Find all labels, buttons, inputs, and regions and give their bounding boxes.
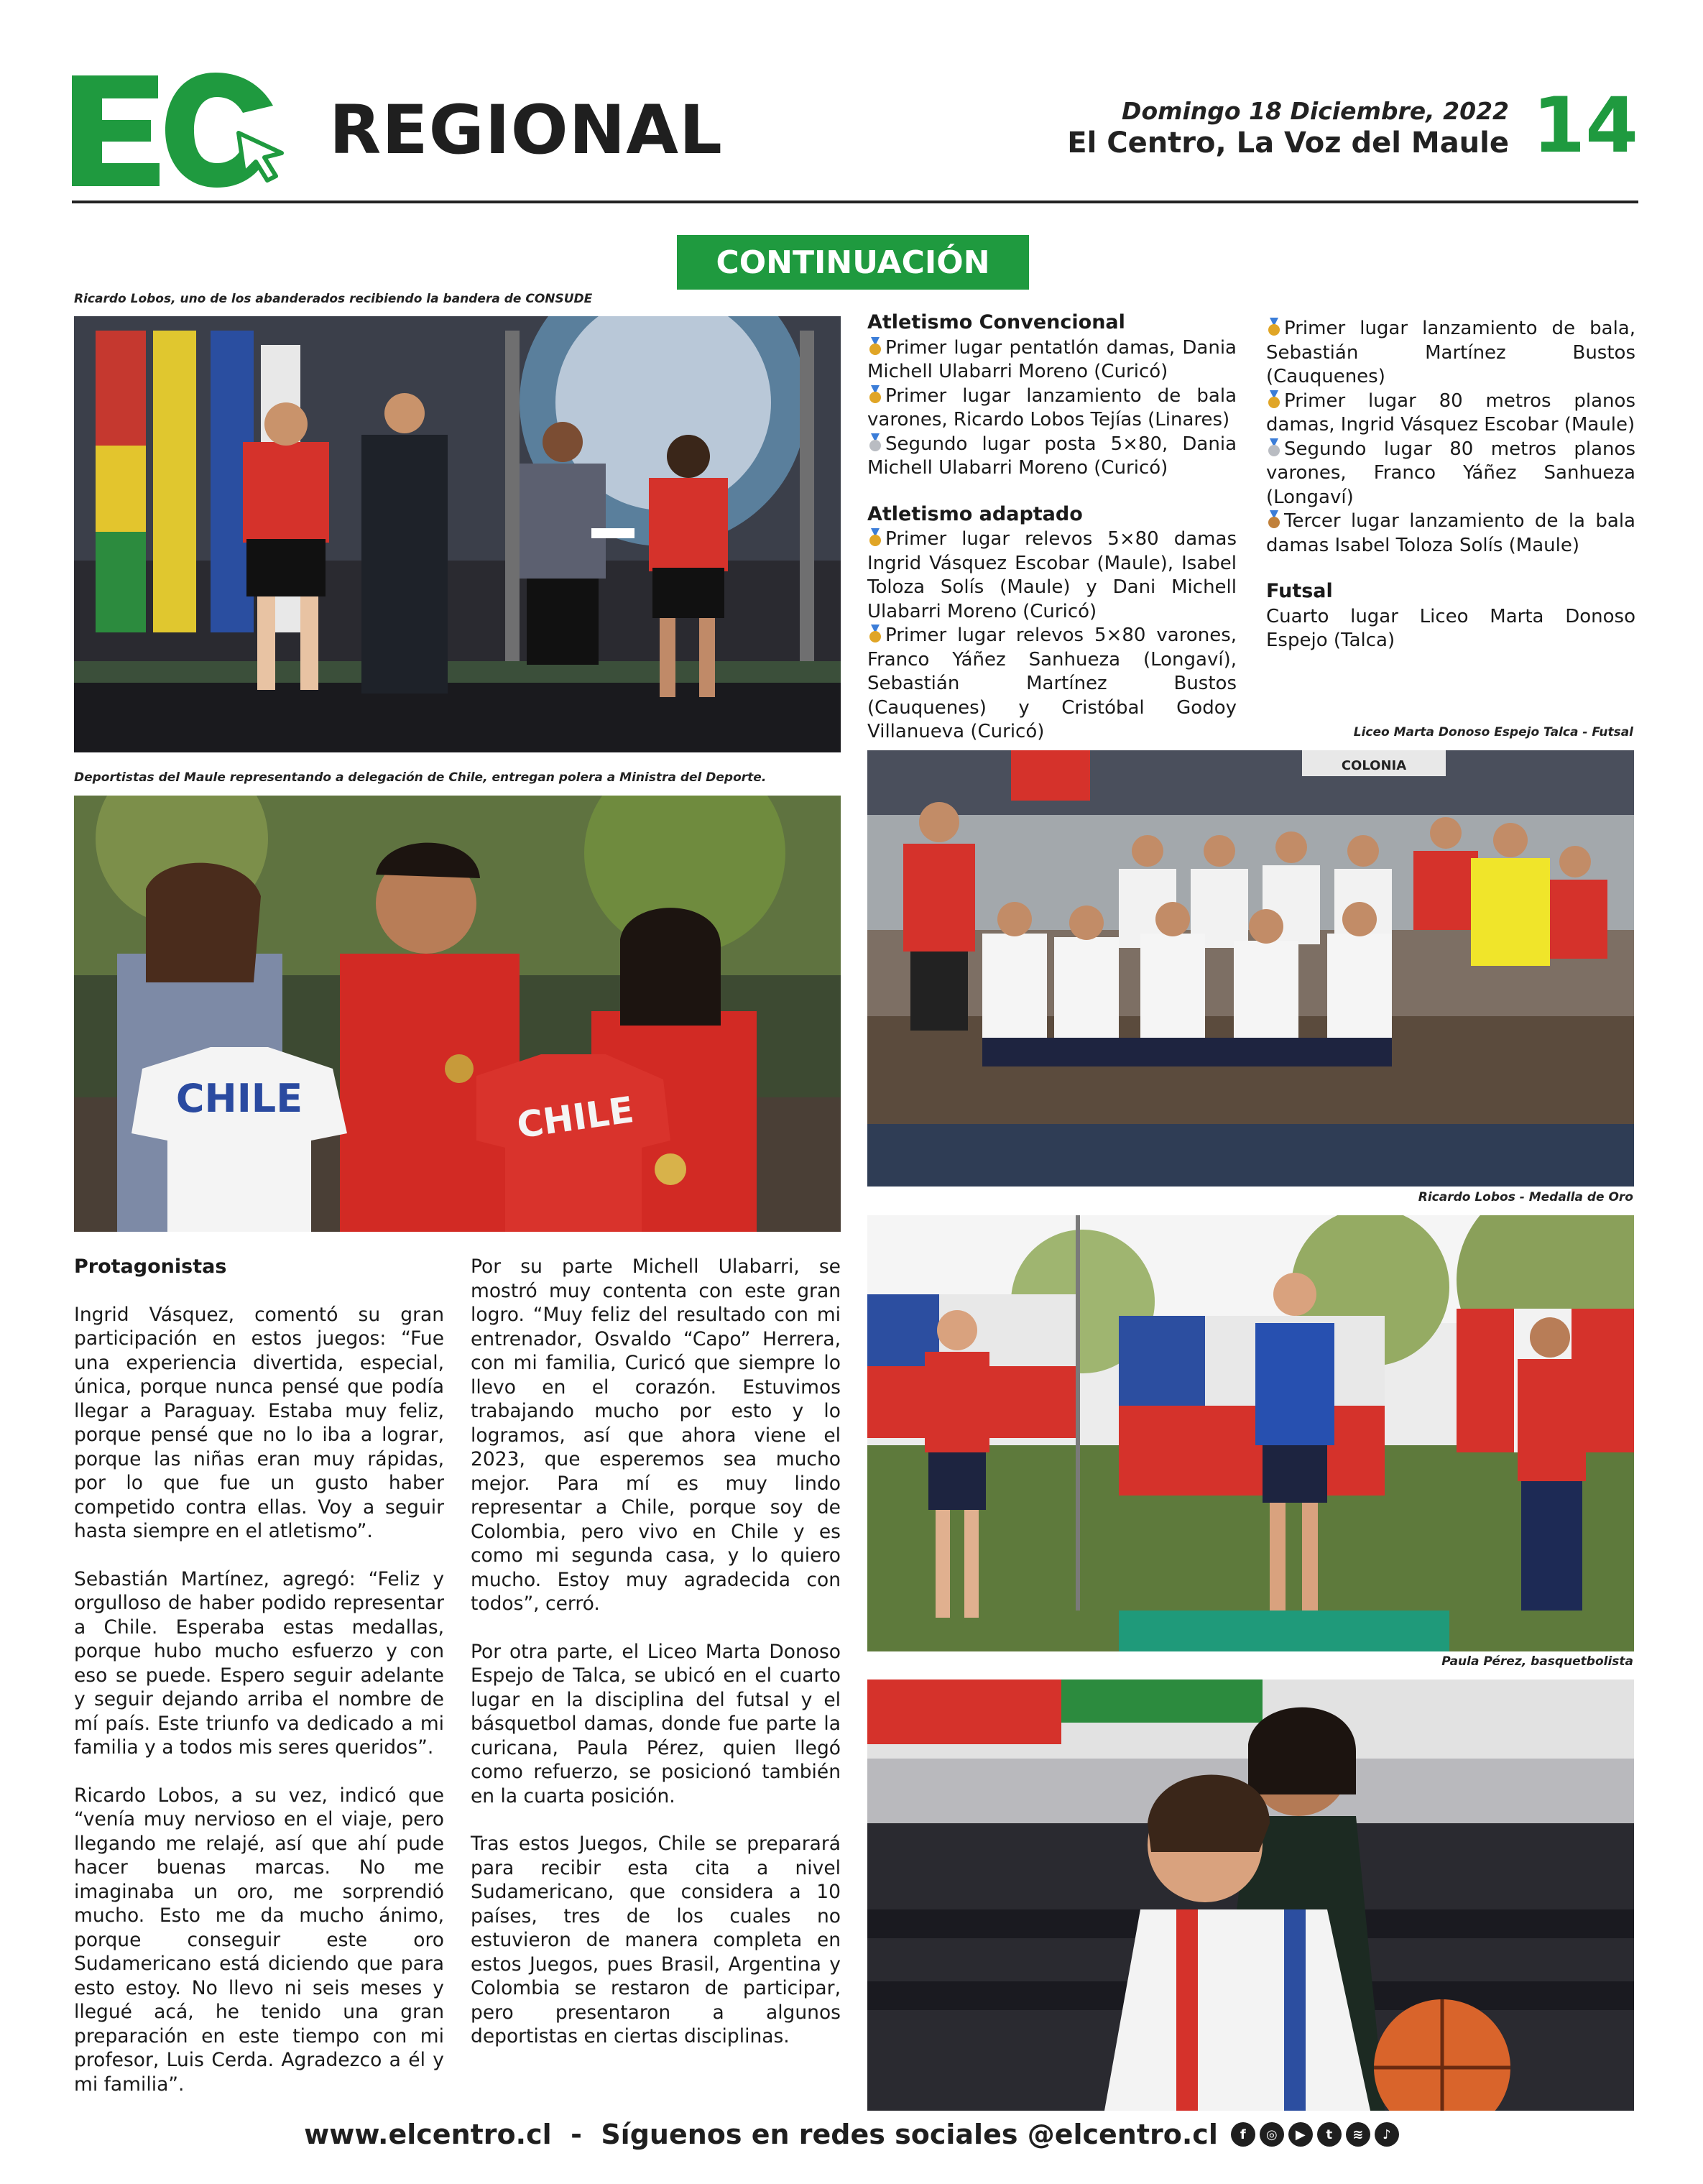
bronze-medal-icon <box>1266 510 1282 529</box>
instagram-icon[interactable]: ◎ <box>1260 2122 1284 2147</box>
result-item: Primer lugar pentatlón damas, Dania Michell Ulabarri Moreno (Curicó) <box>867 336 1237 382</box>
photo-caption-shirts: Deportistas del Maule representando a delegación de Chile, entregan polera a Ministra del Deporte. <box>74 770 767 785</box>
results-adapt-title: Atletismo adaptado <box>867 502 1083 525</box>
footer <box>0 2113 1703 2156</box>
photo-caption-futsal: Liceo Marta Donoso Espejo Talca - Futsal <box>1353 725 1633 739</box>
tiktok-icon[interactable]: ♪ <box>1375 2122 1399 2147</box>
result-item: Primer lugar lanzamiento de bala varones, Ricardo Lobos Tejías (Linares) <box>867 384 1237 430</box>
gold-medal-icon <box>1266 390 1282 409</box>
podium-photo[interactable] <box>867 1215 1634 1651</box>
colonia-banner-text: COLONIA <box>1341 758 1407 773</box>
futsal-team-photo[interactable] <box>867 750 1634 1187</box>
paper-name: El Centro, La Voz del Maule <box>1067 126 1509 160</box>
results-futsal-title: Futsal <box>1266 580 1333 602</box>
results-column-left <box>867 310 1237 745</box>
result-item: Primer lugar 80 metros planos damas, Ingrid Vásquez Escobar (Maule) <box>1266 390 1635 436</box>
dateline <box>1067 97 1509 160</box>
header-divider <box>72 201 1638 203</box>
twitter-icon[interactable]: t <box>1317 2122 1342 2147</box>
issue-date: Domingo 18 Diciembre, 2022 <box>1122 97 1509 125</box>
gold-medal-icon <box>867 625 883 643</box>
photo-caption-ceremony: Ricardo Lobos, uno de los abanderados recibiendo la bandera de CONSUDE <box>74 292 593 306</box>
page-number: 14 <box>1532 81 1638 170</box>
result-item: Primer lugar relevos 5×80 varones, Franco Yáñez Sanhueza (Longaví), Sebastián Martínez Bustos (Cauquenes) y Cristóbal Godoy Villanueva (Curicó) <box>867 625 1237 742</box>
facebook-icon[interactable]: f <box>1231 2122 1255 2147</box>
article-paragraph: Sebastián Martínez, agregó: “Feliz y orgulloso de haber podido representar a Chile. Esperaba estas medallas, porque hubo mucho esfuerzo y con eso se puede. Espero seguir adelante y seguir dejando arriba el nombre de mí país. Este triunfo va dedicado a mi familia y a todos mis seres queridos”. <box>74 1567 444 1759</box>
article-column-1 <box>74 1255 444 2120</box>
spotify-icon[interactable]: ≋ <box>1346 2122 1370 2147</box>
photo-caption-podium: Ricardo Lobos - Medalla de Oro <box>1418 1190 1633 1204</box>
gold-medal-icon <box>867 337 883 356</box>
youtube-icon[interactable]: ▶ <box>1288 2122 1313 2147</box>
article-paragraph: Tras estos Juegos, Chile se preparará para recibir esta cita a nivel Sudamericano, que considera a 10 países, tres de los cuales no estuvieron de manera completa en estos Juegos, pues Brasil, Argentina y Colombia se restaron de participar, pero presentaron a algunos deportistas en ciertas disciplinas. <box>471 1833 841 2047</box>
article-paragraph: Ricardo Lobos, a su vez, indicó que “venía muy nervioso en el viaje, pero llegando me relajé, así que ahí pude hacer buenas marcas. No me imaginaba un oro, me sorprendió mucho. Esto me da mucho ánimo, porque conseguir este oro Sudamericano está diciendo que para esto estoy. No llevo ni seis meses y llegué acá, he tenido una gran preparación en este tiempo con mi profesor, Luis Cerda. Agradezco a él y mi familia”. <box>74 1784 444 2096</box>
el-centro-logo[interactable] <box>72 68 287 190</box>
article-paragraph: Por otra parte, el Liceo Marta Donoso Espejo de Talca, se ubicó en el cuarto lugar en la disciplina del futsal y el básquetbol damas, donde fue parte la curicana, Paula Pérez, quien llegó como refuerzo, se posicionó también en la cuarta posición. <box>471 1640 841 1807</box>
result-item: Primer lugar lanzamiento de bala, Sebastián Martínez Bustos (Cauquenes) <box>1266 318 1635 387</box>
result-item: Segundo lugar 80 metros planos varones, Franco Yáñez Sanhueza (Longaví) <box>1266 438 1635 508</box>
article-column-2 <box>471 1255 841 2073</box>
social-icons <box>1231 2122 1399 2147</box>
continuation-badge: CONTINUACIÓN <box>677 235 1029 290</box>
article-paragraph: Ingrid Vásquez, comentó su gran participación en estos juegos: “Fue una experiencia divertida, especial, única, porque nunca pensé que podía llegar a Paraguay. Estaba muy feliz, porque pensé que no lo iba a lograr, porque las niñas eran muy rápidas, por lo que fue un gusto haber competido contra ellas. Voy a seguir hasta siempre en el atletismo”. <box>74 1303 444 1542</box>
result-item: Cuarto lugar Liceo Marta Donoso Espejo (Talca) <box>1266 605 1635 651</box>
silver-medal-icon <box>867 433 883 452</box>
result-item: Segundo lugar posta 5×80, Dania Michell Ulabarri Moreno (Curicó) <box>867 433 1237 479</box>
article-heading: Protagonistas <box>74 1255 227 1278</box>
gold-medal-icon <box>867 528 883 547</box>
footer-link-text[interactable]: www.elcentro.cl - Síguenos en redes sociales @elcentro.cl <box>304 2119 1218 2150</box>
results-column-right <box>1266 317 1635 653</box>
result-item: Tercer lugar lanzamiento de la bala damas Isabel Toloza Solís (Maule) <box>1266 510 1635 556</box>
masthead <box>72 68 1638 205</box>
gold-medal-icon <box>867 385 883 404</box>
photo-caption-basketball: Paula Pérez, basquetbolista <box>1441 1654 1633 1669</box>
section-title: REGIONAL <box>329 91 723 170</box>
result-item: Primer lugar relevos 5×80 damas Ingrid Vásquez Escobar (Maule), Isabel Toloza Solís (Maule) y Dani Michell Ulabarri Moreno (Curicó) <box>867 528 1237 622</box>
silver-medal-icon <box>1266 438 1282 457</box>
article-paragraph: Por su parte Michell Ulabarri, se mostró muy contenta con este gran logro. “Muy feliz del resultado con mi entrenador, Osvaldo “Capo” Herrera, con mi familia, Curicó que siempre lo llevo en el corazón. Estuvimos trabajando mucho por esto y lo logramos, así que ahora viene el 2023, que esperemos sea mucho mejor. Para mí es muy lindo representar a Chile, porque soy de Colombia, pero vivo en Chile y es como mi segunda casa, y lo quiero mucho. Estoy muy agradecida con todos”, cerró. <box>471 1255 841 1615</box>
shirt-presentation-photo[interactable] <box>74 796 841 1232</box>
gold-medal-icon <box>1266 318 1282 336</box>
results-conv-title: Atletismo Convencional <box>867 311 1125 333</box>
red-shirt-text: CHILE <box>514 1089 637 1147</box>
basketball-photo[interactable] <box>867 1680 1634 2111</box>
ceremony-photo[interactable] <box>74 316 841 752</box>
white-shirt-text: CHILE <box>175 1076 303 1121</box>
